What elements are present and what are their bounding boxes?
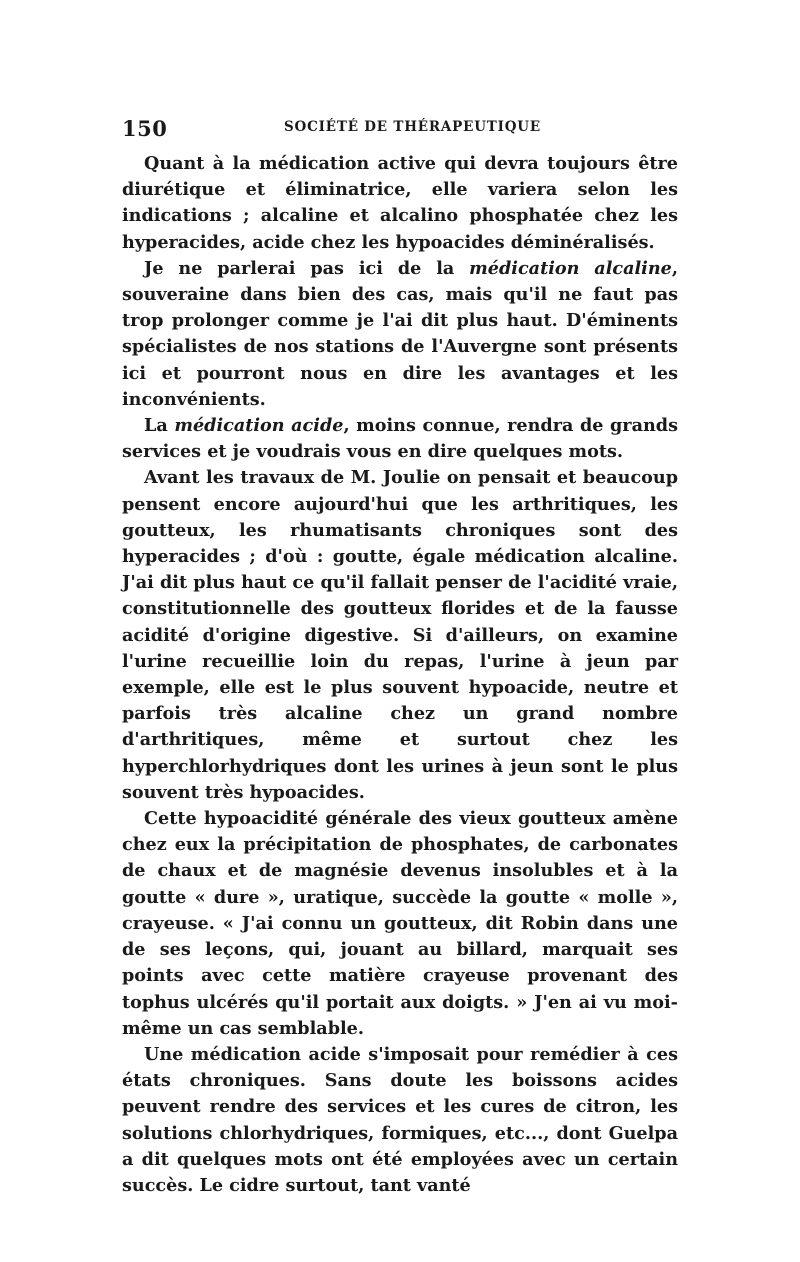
running-head: SOCIÉTÉ DE THÉRAPEUTIQUE [284,119,541,135]
paragraph-hypoacidity: Cette hypoacidité générale des vieux goutteux amène chez eux la précipitation de phosphates, de carbonates de chaux et de magnésie devenus insolubles et à la goutte « dure », uratique, succède la goutte « molle », crayeuse. « J'ai connu un goutteux, dit Robin dans une de ses leçons, qui, jouant au billard, marquait ses points avec cette matière crayeuse provenant des tophus ulcérés qu'il portait aux doigts. » J'en ai vu moi-même un cas semblable. [122,808,678,1039]
body-text [122,151,678,1199]
italic-term-acid: médication acide [174,415,344,437]
paragraph-acid-medication: La médication acide, moins connue, rendra de grands services et je voudrais vous en dire quelques mots. [122,415,678,463]
page-number: 150 [122,116,168,141]
paragraph-diuretic-medication: Quant à la médication active qui devra toujours être diurétique et éliminatrice, elle variera selon les indications ; alcaline et alcalino phosphatée chez les hyperacides, acide chez les hypoacides déminéralisés. [122,153,678,253]
paragraph-joulie-work: Avant les travaux de M. Joulie on pensait et beaucoup pensent encore aujourd'hui que les arthritiques, les goutteux, les rhumatisants chroniques sont des hyperacides ; d'où : goutte, égale médication alcaline. J'ai dit plus haut ce qu'il fallait penser de l'acidité vraie, constitutionnelle des goutteux florides et de la fausse acidité d'origine digestive. Si d'ailleurs, on examine l'urine recueillie loin du repas, l'urine à jeun par exemple, elle est le plus souvent hypoacide, neutre et parfois très alcaline chez un grand nombre d'arthritiques, même et surtout chez les hyperchlorhydriques dont les urines à jeun sont le plus souvent très hypoacides. [122,467,678,803]
italic-term-alkaline: médication alcaline [469,257,672,279]
page-header [122,116,680,142]
paragraph-acid-remedies: Une médication acide s'imposait pour remédier à ces états chroniques. Sans doute les boissons acides peuvent rendre des services et les cures de citron, les solutions chlorhydriques, formiques, etc..., dont Guelpa a dit quelques mots ont été employées avec un certain succès. Le cidre surtout, tant vanté [122,1043,678,1196]
paragraph-alkaline-medication: Je ne parlerai pas ici de la médication alcaline, souveraine dans bien des cas, mais qu'il ne faut pas trop prolonger comme je l'ai dit plus haut. D'éminents spécialistes de nos stations de l'Auvergne sont présents ici et pourront nous en dire les avantages et les inconvénients. [122,257,678,410]
